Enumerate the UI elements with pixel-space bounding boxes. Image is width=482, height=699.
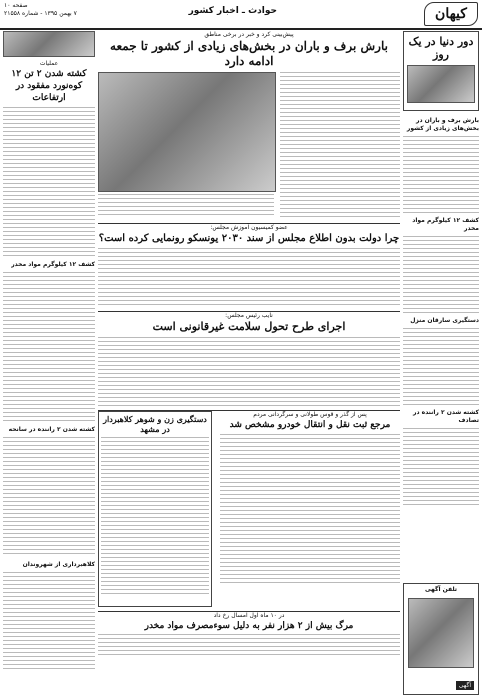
left-item-headline: کلاهبرداری از شهروندان	[22, 561, 95, 568]
fourth-kicker: پس از گذر و قوس طولانی و سرگردانی مردم	[253, 411, 367, 418]
main-kicker: پیش‌بینی کرد و خبر در برخی مناطق	[204, 31, 294, 38]
lower-center-area	[98, 411, 400, 611]
right-column	[403, 31, 479, 695]
fraud-body	[101, 437, 209, 597]
section-title: حوادث ـ اخبار کشور	[188, 6, 277, 16]
fourth-story	[220, 411, 400, 584]
left-headline: کشته شدن ۲ تن ۱۲ کوه‌نورد مفقود در ارتفاعات	[11, 69, 87, 103]
issue-meta	[4, 2, 77, 18]
second-kicker: عضو کمیسیون آموزش مجلس:	[210, 224, 288, 231]
main-headline: بارش برف و باران در بخش‌های زیادی از کشور تا جمعه ادامه دارد	[110, 39, 388, 68]
fraud-box	[98, 411, 212, 607]
left-column	[3, 31, 95, 695]
left-sub-body	[3, 272, 95, 422]
right-news-body	[403, 328, 479, 406]
page-number: صفحه ۱۰	[4, 2, 28, 9]
left-logo-banner	[3, 31, 95, 57]
masthead	[0, 0, 482, 30]
third-headline: اجرای طرح تحول سلامت غیرقانونی است	[152, 320, 346, 333]
right-news-body	[403, 428, 479, 506]
left-item-headline: کشته شدن ۲ راننده در سانحه	[8, 426, 95, 433]
right-news-item: کشف ۱۲ کیلوگرم مواد مخدر	[412, 217, 479, 232]
right-news-body	[403, 236, 479, 314]
ad-image	[408, 598, 474, 668]
ad-title: تلفن آگهی	[424, 586, 458, 593]
bottom-story-body	[98, 634, 400, 656]
bottom-kicker: در ۱۰ ماه اول امسال رخ داد	[213, 612, 285, 619]
right-news-list	[403, 117, 479, 506]
left-sub-headline: کشف ۱۲ کیلوگرم مواد مخدر	[11, 261, 95, 268]
world-news-title: دور دنیا در یک روز	[408, 35, 474, 61]
fourth-headline: مرجع ثبت نقل و انتقال خودرو مشخص شد	[229, 420, 391, 430]
right-news-item: بارش برف و باران در بخش‌های زیادی از کشور	[406, 117, 479, 132]
main-story	[98, 72, 400, 220]
right-news-body	[403, 136, 479, 214]
fourth-story-body	[220, 434, 400, 584]
left-story-body	[3, 107, 95, 257]
second-headline: چرا دولت بدون اطلاع مجلس از سند ۲۰۳۰ یونسکو رونمایی کرده است؟	[98, 233, 400, 244]
right-news-item: دستگیری سارقان منزل	[410, 317, 479, 324]
main-story-body-2	[98, 194, 274, 218]
ad-label: آگهی	[456, 681, 474, 690]
newspaper-logo: کیهان	[424, 2, 478, 26]
right-news-item: کشته شدن ۲ راننده در تصادف	[413, 409, 479, 424]
third-kicker: نایب رئیس مجلس:	[225, 312, 273, 319]
left-item-body	[3, 437, 95, 557]
second-story-body	[98, 248, 400, 308]
center-column	[98, 31, 400, 695]
bottom-headline: مرگ بیش از ۲ هزار نفر به دلیل سوءمصرف مواد مخدر	[144, 621, 354, 631]
fraud-headline: دستگیری زن و شوهر کلاهبردار در مشهد	[103, 414, 207, 434]
main-story-body	[280, 72, 400, 218]
world-news-box	[403, 31, 479, 111]
left-item-body	[3, 572, 95, 672]
snow-car-photo	[98, 72, 276, 192]
issue-date: ۷ بهمن ۱۳۹۵ - شماره ۲۱۵۵۸	[4, 10, 77, 17]
left-kicker: عملیات	[39, 60, 59, 67]
ad-box	[403, 583, 479, 695]
third-story-body	[98, 337, 400, 407]
world-news-photo	[407, 65, 475, 103]
